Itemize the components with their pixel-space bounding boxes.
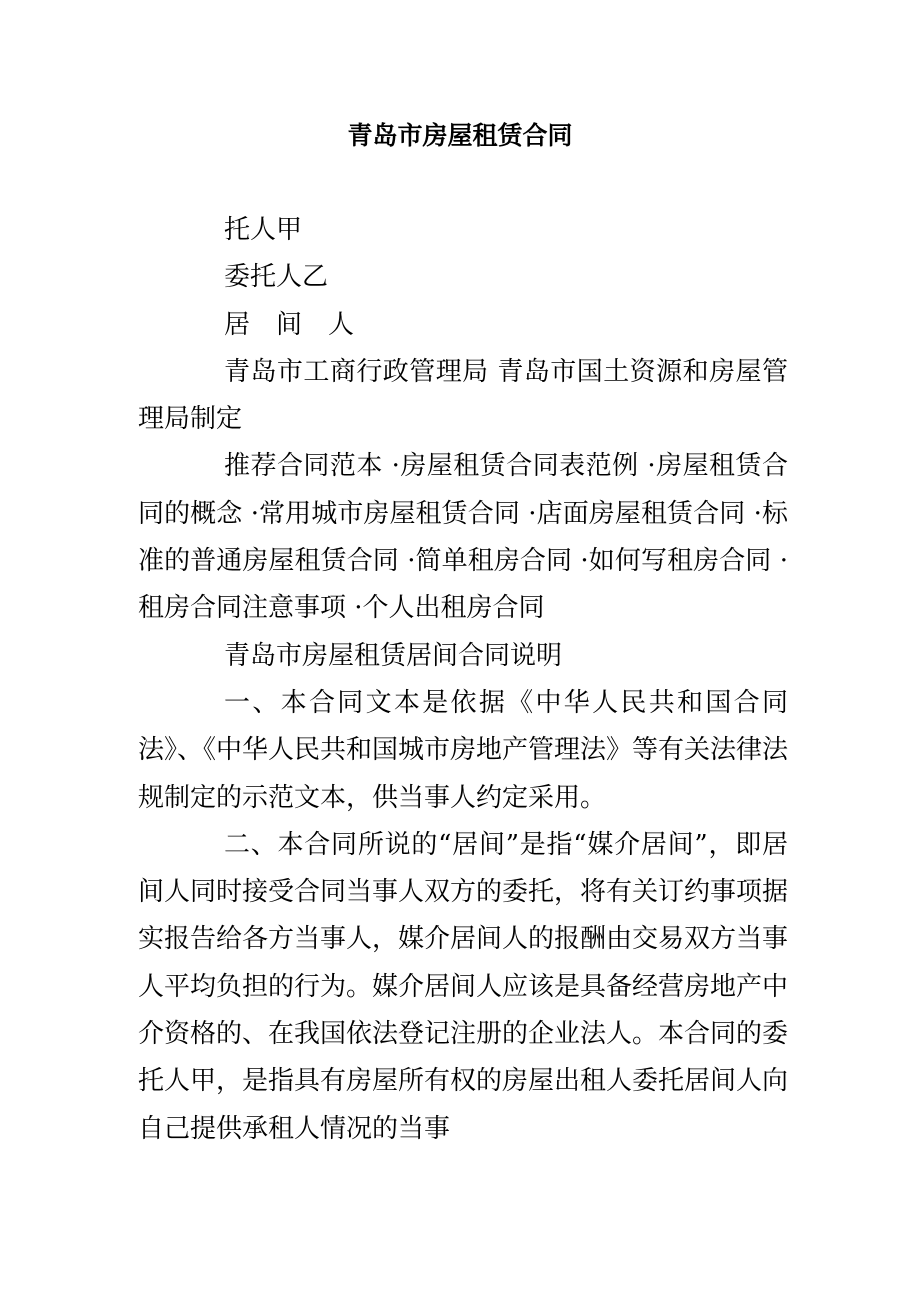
document-title: 青岛市房屋租赁合同 [347,121,573,150]
paragraph-intermediary: 居 间 人 [224,309,355,340]
paragraph-clause-1: 一、本合同文本是依据《中华人民共和国合同法》、《中华人民共和国城市房地产管理法》等有关法律法规制定的示范文本，供当事人约定采用。 [138,687,789,813]
paragraph-issuer: 青岛市工商行政管理局 青岛市国土资源和房屋管理局制定 [138,356,788,435]
paragraph-recommended-templates: 推荐合同范本 ·房屋租赁合同表范例 ·房屋租赁合同的概念 ·常用城市房屋租赁合同 ·店面房屋租赁合同 ·标准的普通房屋租赁合同 ·简单租房合同 ·如何写租房合同 ·租房合同注意事项 ·个人出租房合同 [138,451,788,624]
paragraph-clause-2: 二、本合同所说的“居间”是指“媒介居间”，即居间人同时接受合同当事人双方的委托，将有关订约事项据实报告给各方当事人，媒介居间人的报酬由交易双方当事人平均负担的行为。媒介居间人应该是具备经营房地产中介资格的、在我国依法登记注册的企业法人。本合同的委托人甲，是指具有房屋所有权的房屋出租人委托居间人向自己提供承租人情况的当事 [138,829,789,1144]
document-body [138,207,788,1153]
paragraph-section-heading: 青岛市房屋租赁居间合同说明 [224,640,563,671]
paragraph-party-a: 托人甲 [224,215,303,245]
paragraph-party-b: 委托人乙 [224,262,329,293]
